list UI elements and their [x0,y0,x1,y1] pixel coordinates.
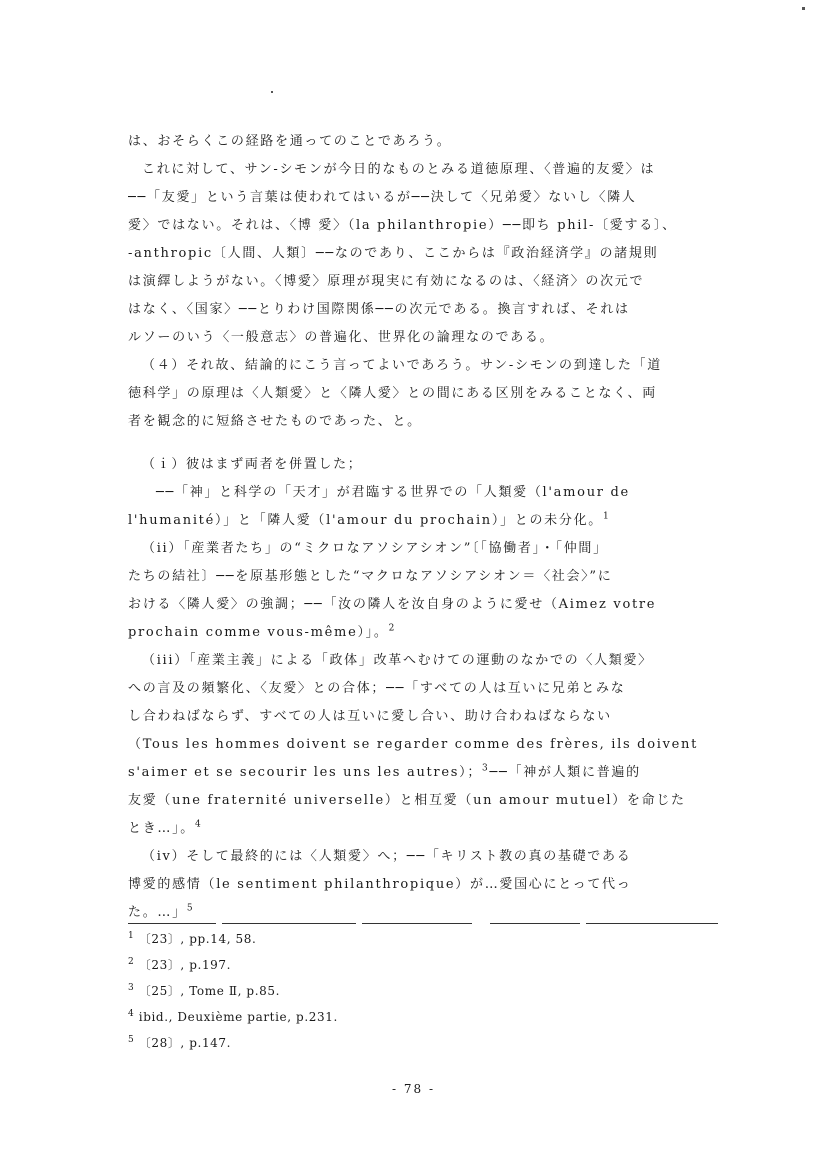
scan-speck [271,91,273,93]
footnote [128,1030,688,1056]
list-line: たちの結社〕──を原基形態とした“マクロなアソシアシオン＝〈社会〉”に [128,569,613,584]
footnote-text: 〔23〕, p.197. [138,958,232,972]
footnote-ref: 5 [186,903,195,914]
text-line: は、おそらくこの経路を通ってのことであろう。 [128,134,452,149]
footnote-mark: 2 [128,957,135,967]
list-line: （ｉ）彼はまず両者を併置した； [142,457,363,472]
list-line: ──「神」と科学の「天才」が君臨する世界での「人類愛（l'amour de [156,485,630,500]
list-line-text: ──「神が人類に普遍的 [489,765,641,780]
footnote [128,1004,688,1030]
list-line: 博愛的感情（le sentiment philanthropique）が…愛国心にとって代っ [128,877,632,892]
footnote-ref: 3 [482,763,490,774]
text-line: これに対して、サン-シモンが今日的なものとみる道徳原理、〈普遍的友愛〉は [142,162,656,177]
list-line: し合わねばならず、すべての人は互いに愛し合い、助け合わねばならない [128,709,612,724]
page-number: - 78 - [391,1082,435,1096]
list-line [128,619,698,647]
footnote-text: ibid., Deuxième partie, p.231. [138,1010,338,1024]
text-line: は演繹しようがない。〈博愛〉原理が現実に有効になるのは、〈経済〉の次元で [128,274,645,289]
footnote [128,926,688,952]
footnote [128,978,688,1004]
footnote-mark: 5 [128,1035,135,1045]
list-line-text: た。…」 [128,905,187,920]
list-line: （iii）「産業主義」による「政体」改革へむけての運動のなかでの〈人類愛〉 [142,653,653,668]
text-line: 愛〉ではない。それは、〈博 愛〉（la philanthropie）──即ち phil-〔愛する〕、 [128,218,677,233]
list-line: （iv）そして最終的には〈人類愛〉へ；──「キリスト教の真の基礎である [142,849,632,864]
footnote-mark: 4 [128,1009,135,1019]
footnote-rule [362,923,472,924]
text-line: （４）それ故、結論的にこう言ってよいであろう。サン-シモンの到達した「道 [142,358,662,373]
list-line-text: prochain comme vous-même）」。 [128,625,389,640]
list-line: 友愛（une fraternité universelle）と相互愛（un amour mutuel）を命じた [128,793,686,808]
text-line: -anthropic〔人間、人類〕──なのであり、ここからは『政治経済学』の諸規則 [128,246,659,261]
list-line: （ii）「産業者たち」の“ミクロなアソシアシオン”〔「協働者」・「仲間」 [142,541,608,556]
list-line-text: l'humanité）」と「隣人愛（l'amour du prochain）」との未分化。 [128,513,603,528]
text-line: 者を観念的に短絡させたものであった、と。 [128,414,422,429]
footnote-rule [490,923,580,924]
text-line: はなく、〈国家〉──とりわけ国際関係──の次元である。換言すれば、それは [128,302,630,317]
list-line [128,815,698,843]
scan-speck [802,7,805,10]
footnote-text: 〔23〕, pp.14, 58. [138,932,257,946]
footnote-text: 〔28〕, p.147. [138,1036,232,1050]
footnote-ref: 2 [388,623,397,634]
list-line: （Tous les hommes doivent se regarder comme des frères, ils doivent [128,737,698,752]
footnote-rule [586,923,718,924]
footnote-ref: 1 [602,511,611,522]
footnote-mark: 3 [128,983,135,993]
list-line [128,759,698,787]
text-line: ルソーのいう〈一般意志〉の普遍化、世界化の論理なのである。 [128,330,555,345]
text-line: 徳科学」の原理は〈人類愛〉と〈隣人愛〉との間にある区別をみることなく、両 [128,386,657,401]
list-line-text: とき…」。 [128,821,196,836]
footnote-text: 〔25〕, Tome Ⅱ, p.85. [138,984,281,998]
footnote-ref: 4 [195,819,203,830]
footnotes [128,926,688,1056]
main-text-block [128,128,698,927]
footnote-rule [128,923,216,924]
text-line: ──「友愛」という言葉は使われてはいるが──決して〈兄弟愛〉ないし〈隣人 [128,190,637,205]
list-line: おける〈隣人愛〉の強調；──「汝の隣人を汝自身のように愛せ（Aimez votre [128,597,657,612]
list-line: への言及の頻繁化、〈友愛〉との合体；──「すべての人は互いに兄弟とみな [128,681,626,696]
footnote-rule [222,923,356,924]
list-line-text: s'aimer et se secourir les uns les autres）； [128,765,483,780]
footnote-mark: 1 [128,931,135,941]
list-line [128,507,698,535]
footnote [128,952,688,978]
